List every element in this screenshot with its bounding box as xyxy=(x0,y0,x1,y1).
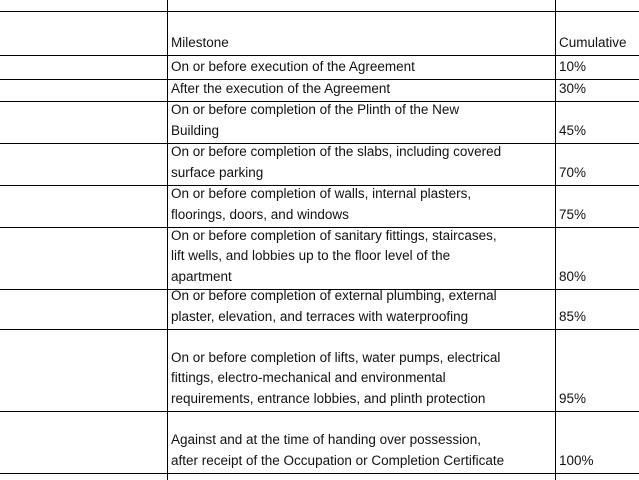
blank-cell[interactable] xyxy=(168,474,556,480)
milestone-text: Against and at the time of handing over possession, after receipt of the Occupation or Completion Certificate xyxy=(171,432,505,468)
milestone-header: Milestone xyxy=(171,34,229,50)
cumulative-value: 95% xyxy=(559,390,587,406)
milestone-cell[interactable] xyxy=(168,186,556,227)
milestone-cell[interactable] xyxy=(168,56,556,79)
blank-cell[interactable] xyxy=(0,80,168,101)
cumulative-value: 85% xyxy=(559,308,587,324)
blank-cell[interactable] xyxy=(0,144,168,185)
blank-cell[interactable] xyxy=(0,474,168,480)
milestone-text: On or before completion of sanitary fittings, staircases, lift wells, and lobbies up to the floor level of the apartment xyxy=(171,228,497,284)
table-row xyxy=(0,412,639,474)
blank-cell[interactable] xyxy=(0,12,168,55)
blank-cell[interactable] xyxy=(556,474,639,480)
milestone-text: On or before completion of the Plinth of the New Building xyxy=(171,102,460,138)
milestone-cell[interactable] xyxy=(168,228,556,289)
milestone-cell[interactable] xyxy=(168,330,556,411)
cumulative-value: 45% xyxy=(559,122,587,138)
table-row xyxy=(0,290,639,330)
blank-cell[interactable] xyxy=(168,0,556,11)
cumulative-value: 30% xyxy=(559,80,587,96)
milestone-cell[interactable] xyxy=(168,80,556,101)
cumulative-header: Cumulative xyxy=(559,34,627,50)
table-row xyxy=(0,186,639,228)
cumulative-cell[interactable] xyxy=(556,102,639,143)
cumulative-value: 80% xyxy=(559,268,587,284)
table-row xyxy=(0,228,639,290)
cumulative-cell[interactable] xyxy=(556,186,639,227)
milestone-text: On or before completion of the slabs, including covered surface parking xyxy=(171,144,502,180)
milestone-text: After the execution of the Agreement xyxy=(171,80,391,96)
empty-row xyxy=(0,474,639,480)
milestone-cell[interactable] xyxy=(168,290,556,329)
milestone-text: On or before completion of external plumbing, external plaster, elevation, and terraces with waterproofing xyxy=(171,290,497,324)
blank-cell[interactable] xyxy=(0,290,168,329)
cumulative-value: 10% xyxy=(559,58,587,74)
table-row xyxy=(0,330,639,412)
milestone-text: On or before completion of lifts, water pumps, electrical fittings, electro-mechanical and environmental requirements, entrance lobbies, and plinth protection xyxy=(171,349,501,406)
table-row xyxy=(0,56,639,80)
cumulative-value: 100% xyxy=(559,452,594,468)
table-row xyxy=(0,144,639,186)
cumulative-header-cell[interactable] xyxy=(556,12,639,55)
blank-cell[interactable] xyxy=(0,0,168,11)
blank-cell[interactable] xyxy=(0,228,168,289)
blank-cell[interactable] xyxy=(0,102,168,143)
blank-cell[interactable] xyxy=(556,0,639,11)
milestone-header-cell[interactable] xyxy=(168,12,556,55)
cumulative-cell[interactable] xyxy=(556,290,639,329)
blank-cell[interactable] xyxy=(0,186,168,227)
empty-row xyxy=(0,0,639,12)
milestone-text: On or before execution of the Agreement xyxy=(171,58,415,74)
cumulative-value: 75% xyxy=(559,206,587,222)
table-row xyxy=(0,80,639,102)
cumulative-cell[interactable] xyxy=(556,330,639,411)
milestone-cell[interactable] xyxy=(168,144,556,185)
cumulative-value: 70% xyxy=(559,164,587,180)
cumulative-cell[interactable] xyxy=(556,80,639,101)
cumulative-cell[interactable] xyxy=(556,56,639,79)
milestone-cell[interactable] xyxy=(168,102,556,143)
milestone-text: On or before completion of walls, internal plasters, floorings, doors, and windows xyxy=(171,186,472,222)
cumulative-cell[interactable] xyxy=(556,412,639,473)
cumulative-cell[interactable] xyxy=(556,144,639,185)
table-row xyxy=(0,102,639,144)
blank-cell[interactable] xyxy=(0,56,168,79)
cumulative-cell[interactable] xyxy=(556,228,639,289)
table-header-row xyxy=(0,12,639,56)
blank-cell[interactable] xyxy=(0,412,168,473)
blank-cell[interactable] xyxy=(0,330,168,411)
milestone-cell[interactable] xyxy=(168,412,556,473)
